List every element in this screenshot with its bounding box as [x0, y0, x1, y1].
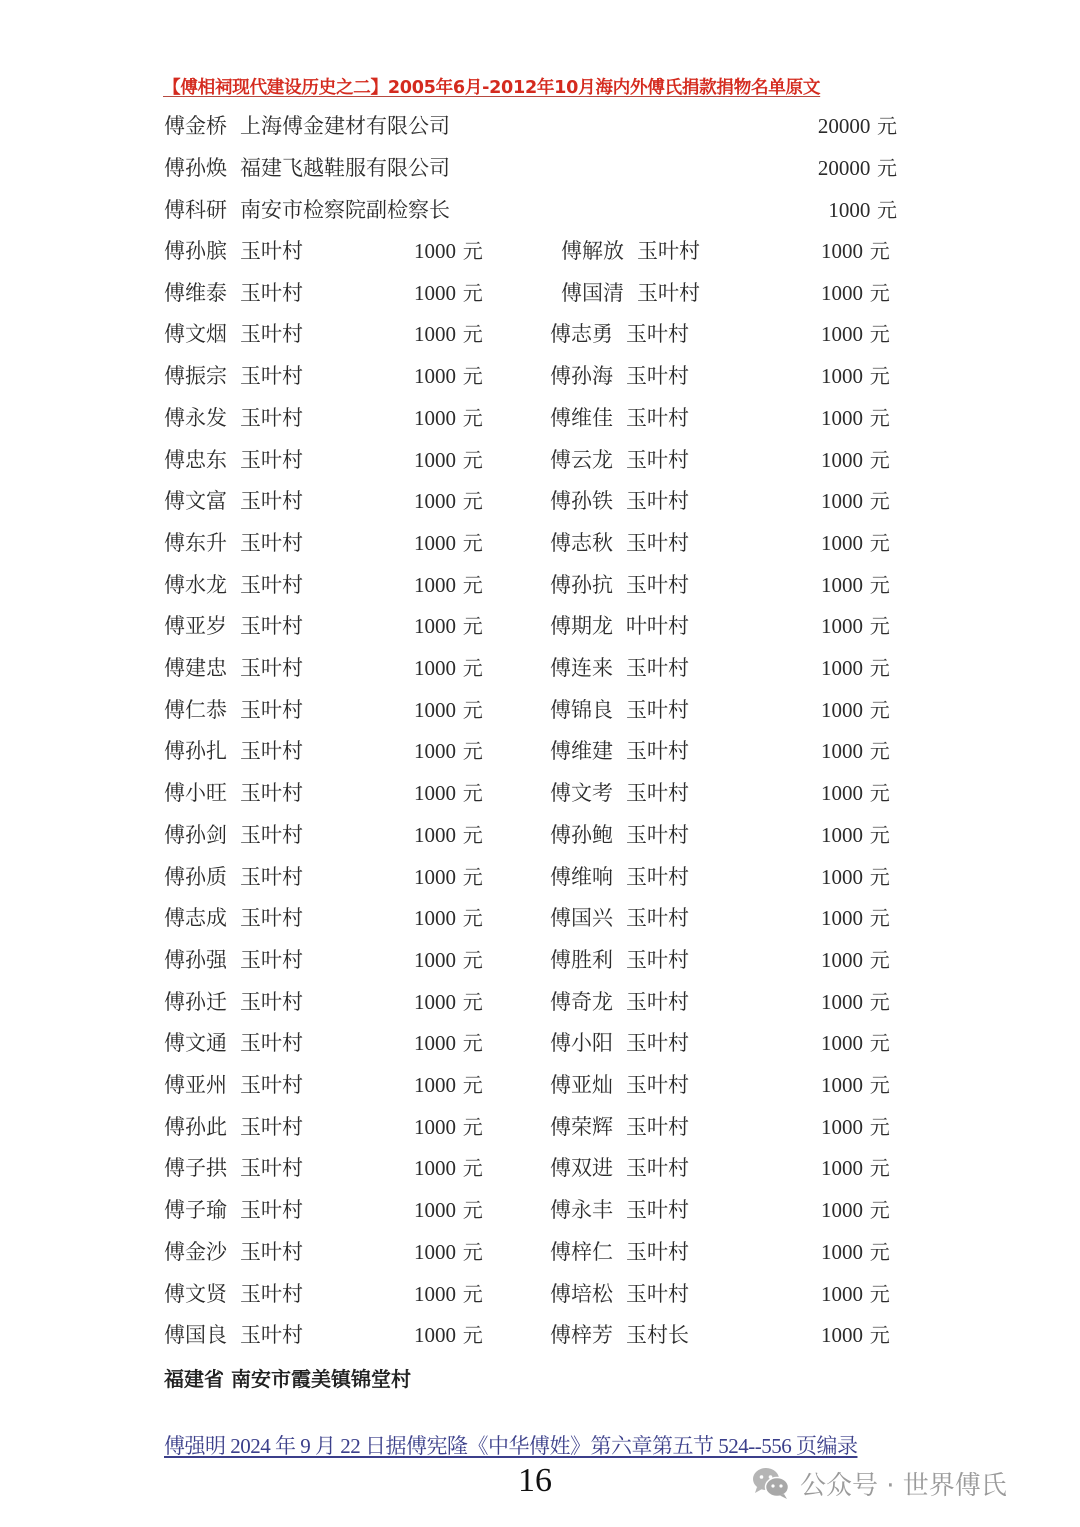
donor-village-right: 玉叶村: [626, 489, 689, 513]
donor-village-right: 玉叶村: [626, 823, 689, 847]
donor-pair-row: [0, 403, 1080, 433]
donation-amount-right: 1000 元: [821, 1282, 890, 1306]
donation-amount-right: 1000 元: [821, 281, 890, 305]
donor-name-left: 傅维泰: [164, 281, 227, 305]
watermark: [752, 1463, 1007, 1503]
donor-village-right: 叶叶村: [626, 614, 689, 638]
donor-village-left: 玉叶村: [240, 281, 303, 305]
donor-village-right: 玉叶村: [626, 1156, 689, 1180]
donation-amount-left: 1000 元: [414, 948, 483, 972]
donor-name-right: 傅连来: [550, 656, 613, 680]
donation-amount-right: 1000 元: [821, 1323, 890, 1347]
donor-name-left: 傅文通: [164, 1031, 227, 1055]
donation-amount-left: 1000 元: [414, 1073, 483, 1097]
donation-amount-left: 1000 元: [414, 281, 483, 305]
donation-amount-right: 1000 元: [821, 406, 890, 430]
donation-amount-left: 1000 元: [414, 823, 483, 847]
donor-pair-row: [0, 1153, 1080, 1183]
donor-name-right: 傅孙铁: [550, 489, 613, 513]
donor-name-left: 傅孙膑: [164, 239, 227, 263]
donor-village-left: 玉叶村: [240, 823, 303, 847]
donor-village-right: 玉叶村: [626, 1115, 689, 1139]
donor-village-left: 玉叶村: [240, 990, 303, 1014]
donor-village-left: 玉叶村: [240, 1156, 303, 1180]
donor-village-left: 玉叶村: [240, 1073, 303, 1097]
donation-amount-left: 1000 元: [414, 1240, 483, 1264]
donation-amount-left: 1000 元: [414, 906, 483, 930]
donor-village-right: 玉村长: [626, 1323, 689, 1347]
donor-village-right: 玉叶村: [626, 865, 689, 889]
donor-village-right: 玉叶村: [626, 656, 689, 680]
donor-name-right: 傅维佳: [550, 406, 613, 430]
donation-amount-left: 1000 元: [414, 990, 483, 1014]
donor-village-left: 玉叶村: [240, 614, 303, 638]
donor-name-right: 傅维建: [550, 739, 613, 763]
donation-amount-left: 1000 元: [414, 1115, 483, 1139]
donation-amount-left: 1000 元: [414, 865, 483, 889]
donor-village-left: 玉叶村: [240, 489, 303, 513]
donor-village-right: 玉叶村: [626, 781, 689, 805]
donor-name-right: 傅文考: [550, 781, 613, 805]
donor-village-left: 玉叶村: [240, 1282, 303, 1306]
donor-village-right: 玉叶村: [626, 1031, 689, 1055]
donor-pair-row: [0, 486, 1080, 516]
donor-village-right: 玉叶村: [626, 1198, 689, 1222]
donation-amount: 1000 元: [828, 198, 897, 222]
donor-name-right: 傅亚灿: [550, 1073, 613, 1097]
donor-village-right: 玉叶村: [626, 1240, 689, 1264]
donor-village-left: 玉叶村: [240, 573, 303, 597]
donation-amount-right: 1000 元: [821, 865, 890, 889]
donation-amount-right: 1000 元: [821, 656, 890, 680]
donor-name-right: 傅志勇: [550, 322, 613, 346]
donor-name: 傅科研: [164, 198, 227, 222]
donor-village-right: 玉叶村: [626, 573, 689, 597]
donor-name-left: 傅仁恭: [164, 698, 227, 722]
donor-name-right: 傅梓芳: [550, 1323, 613, 1347]
donor-village-left: 玉叶村: [240, 906, 303, 930]
donor-pair-row: [0, 1112, 1080, 1142]
donor-village-left: 玉叶村: [240, 1031, 303, 1055]
donor-affiliation: 南安市检察院副检察长: [240, 198, 450, 222]
donor-village-right: 玉叶村: [626, 698, 689, 722]
donor-pair-row: [0, 987, 1080, 1017]
donor-name-right: 傅维响: [550, 865, 613, 889]
donation-amount-right: 1000 元: [821, 573, 890, 597]
donor-village-left: 玉叶村: [240, 239, 303, 263]
donation-amount-right: 1000 元: [821, 948, 890, 972]
donor-pair-row: [0, 1028, 1080, 1058]
donation-amount-right: 1000 元: [821, 1073, 890, 1097]
donor-name-left: 傅振宗: [164, 364, 227, 388]
donor-name-left: 傅小旺: [164, 781, 227, 805]
donation-amount-left: 1000 元: [414, 698, 483, 722]
donor-village-right: 玉叶村: [637, 239, 700, 263]
donation-amount-right: 1000 元: [821, 1198, 890, 1222]
donor-village-left: 玉叶村: [240, 698, 303, 722]
donation-amount-right: 1000 元: [821, 1031, 890, 1055]
donor-affiliation: 福建飞越鞋服有限公司: [240, 156, 450, 180]
donor-village-left: 玉叶村: [240, 656, 303, 680]
donation-amount-left: 1000 元: [414, 322, 483, 346]
donor-name-left: 傅孙强: [164, 948, 227, 972]
donor-village-right: 玉叶村: [626, 1282, 689, 1306]
donor-pair-row: [0, 528, 1080, 558]
donation-amount: 20000 元: [817, 156, 897, 180]
donation-amount-right: 1000 元: [821, 364, 890, 388]
donor-village-right: 玉叶村: [626, 990, 689, 1014]
donation-amount-right: 1000 元: [821, 614, 890, 638]
donation-amount-left: 1000 元: [414, 573, 483, 597]
donation-amount-left: 1000 元: [414, 1031, 483, 1055]
donation-amount-left: 1000 元: [414, 1323, 483, 1347]
donor-name-left: 傅亚岁: [164, 614, 227, 638]
donor-pair-row: [0, 319, 1080, 349]
donor-name-right: 傅国清: [561, 281, 624, 305]
donation-amount-right: 1000 元: [821, 1115, 890, 1139]
donor-name-right: 傅孙抗: [550, 573, 613, 597]
donor-village-left: 玉叶村: [240, 406, 303, 430]
donor-name-right: 傅胜利: [550, 948, 613, 972]
donor-village-left: 玉叶村: [240, 1240, 303, 1264]
donor-name: 傅金桥: [164, 114, 227, 138]
donor-village-right: 玉叶村: [626, 364, 689, 388]
watermark-text: 公众号 · 世界傅氏: [800, 1470, 1007, 1501]
donor-village-right: 玉叶村: [626, 448, 689, 472]
donor-village-left: 玉叶村: [240, 448, 303, 472]
document-title: 【傅相祠现代建设历史之二】2005年6月-2012年10月海内外傅氏捐款捐物名单原文: [163, 78, 821, 98]
donor-name-left: 傅忠东: [164, 448, 227, 472]
donor-pair-row: [0, 1237, 1080, 1267]
donation-amount-right: 1000 元: [821, 489, 890, 513]
footer-source-link[interactable]: 傅强明 2024 年 9 月 22 日据傅宪隆《中华傅姓》第六章第五节 524--556 页编录: [164, 1434, 858, 1458]
donor-village-right: 玉叶村: [626, 739, 689, 763]
donor-row: [0, 195, 1080, 225]
donation-amount-left: 1000 元: [414, 656, 483, 680]
donor-name-right: 傅国兴: [550, 906, 613, 930]
donor-pair-row: [0, 361, 1080, 391]
donor-name-left: 傅孙质: [164, 865, 227, 889]
donor-name-right: 傅解放: [561, 239, 624, 263]
donor-pair-row: [0, 1279, 1080, 1309]
donor-name-right: 傅孙鲍: [550, 823, 613, 847]
donor-name-left: 傅志成: [164, 906, 227, 930]
donation-amount-left: 1000 元: [414, 1156, 483, 1180]
donor-name-right: 傅锦良: [550, 698, 613, 722]
donor-pair-row: [0, 736, 1080, 766]
donor-name-left: 傅孙剑: [164, 823, 227, 847]
donation-amount-left: 1000 元: [414, 781, 483, 805]
donation-amount-right: 1000 元: [821, 906, 890, 930]
donor-affiliation: 上海傅金建材有限公司: [240, 114, 450, 138]
donor-name-left: 傅永发: [164, 406, 227, 430]
donor-pair-row: [0, 820, 1080, 850]
donor-village-right: 玉叶村: [626, 948, 689, 972]
donation-amount-right: 1000 元: [821, 448, 890, 472]
donor-village-left: 玉叶村: [240, 1115, 303, 1139]
donation-amount-right: 1000 元: [821, 531, 890, 555]
donor-village-left: 玉叶村: [240, 1198, 303, 1222]
donation-amount-left: 1000 元: [414, 448, 483, 472]
donor-pair-row: [0, 945, 1080, 975]
donor-pair-row: [0, 862, 1080, 892]
donor-name-left: 傅孙迁: [164, 990, 227, 1014]
donor-name-right: 傅奇龙: [550, 990, 613, 1014]
donor-pair-row: [0, 445, 1080, 475]
donor-name-right: 傅孙海: [550, 364, 613, 388]
donor-name-right: 傅云龙: [550, 448, 613, 472]
donor-name-left: 傅子瑜: [164, 1198, 227, 1222]
donor-name-right: 傅梓仁: [550, 1240, 613, 1264]
donor-village-right: 玉叶村: [626, 406, 689, 430]
donor-name-right: 傅小阳: [550, 1031, 613, 1055]
donor-name-right: 傅永丰: [550, 1198, 613, 1222]
donor-pair-row: [0, 236, 1080, 266]
donation-amount-right: 1000 元: [821, 322, 890, 346]
donation-amount-left: 1000 元: [414, 489, 483, 513]
donor-pair-row: [0, 570, 1080, 600]
donation-amount-right: 1000 元: [821, 1240, 890, 1264]
donor-village-right: 玉叶村: [626, 322, 689, 346]
donor-village-left: 玉叶村: [240, 739, 303, 763]
donation-amount-left: 1000 元: [414, 364, 483, 388]
donor-name-left: 傅建忠: [164, 656, 227, 680]
page-number: 16: [518, 1462, 552, 1499]
donation-amount-right: 1000 元: [821, 990, 890, 1014]
donation-amount-right: 1000 元: [821, 739, 890, 763]
donation-amount: 20000 元: [817, 114, 897, 138]
donor-name-left: 傅孙此: [164, 1115, 227, 1139]
donor-name: 傅孙焕: [164, 156, 227, 180]
donation-amount-left: 1000 元: [414, 739, 483, 763]
donor-name-left: 傅国良: [164, 1323, 227, 1347]
donor-village-left: 玉叶村: [240, 322, 303, 346]
donation-amount-left: 1000 元: [414, 614, 483, 638]
donor-row: [0, 153, 1080, 183]
donor-name-left: 傅文富: [164, 489, 227, 513]
donor-village-right: 玉叶村: [637, 281, 700, 305]
donor-pair-row: [0, 611, 1080, 641]
donor-village-left: 玉叶村: [240, 1323, 303, 1347]
donation-amount-right: 1000 元: [821, 823, 890, 847]
donor-name-right: 傅志秋: [550, 531, 613, 555]
donor-pair-row: [0, 695, 1080, 725]
donor-pair-row: [0, 653, 1080, 683]
donor-name-left: 傅文烟: [164, 322, 227, 346]
donor-pair-row: [0, 1320, 1080, 1350]
donor-name-right: 傅双进: [550, 1156, 613, 1180]
donor-village-left: 玉叶村: [240, 781, 303, 805]
donor-village-left: 玉叶村: [240, 865, 303, 889]
donation-amount-left: 1000 元: [414, 1282, 483, 1306]
donor-row: [0, 111, 1080, 141]
donation-amount-right: 1000 元: [821, 1156, 890, 1180]
donor-name-left: 傅金沙: [164, 1240, 227, 1264]
donation-amount-right: 1000 元: [821, 698, 890, 722]
section-heading: 福建省 南安市霞美镇锦堂村: [164, 1367, 411, 1391]
donor-name-right: 傅培松: [550, 1282, 613, 1306]
donation-amount-left: 1000 元: [414, 406, 483, 430]
donor-name-left: 傅子拱: [164, 1156, 227, 1180]
donor-name-left: 傅水龙: [164, 573, 227, 597]
donation-amount-left: 1000 元: [414, 1198, 483, 1222]
donor-name-left: 傅东升: [164, 531, 227, 555]
donor-pair-row: [0, 903, 1080, 933]
donor-name-left: 傅亚州: [164, 1073, 227, 1097]
donor-village-left: 玉叶村: [240, 531, 303, 555]
donor-village-right: 玉叶村: [626, 906, 689, 930]
donor-village-right: 玉叶村: [626, 1073, 689, 1097]
donor-village-right: 玉叶村: [626, 531, 689, 555]
wechat-icon: [752, 1466, 790, 1500]
donor-pair-row: [0, 278, 1080, 308]
donation-amount-left: 1000 元: [414, 531, 483, 555]
donor-pair-row: [0, 1070, 1080, 1100]
donor-name-right: 傅荣辉: [550, 1115, 613, 1139]
donation-amount-right: 1000 元: [821, 239, 890, 263]
donation-amount-right: 1000 元: [821, 781, 890, 805]
donor-pair-row: [0, 778, 1080, 808]
donor-name-right: 傅期龙: [550, 614, 613, 638]
donor-name-left: 傅孙扎: [164, 739, 227, 763]
donor-name-left: 傅文贤: [164, 1282, 227, 1306]
donor-village-left: 玉叶村: [240, 364, 303, 388]
donation-amount-left: 1000 元: [414, 239, 483, 263]
donor-village-left: 玉叶村: [240, 948, 303, 972]
donor-pair-row: [0, 1195, 1080, 1225]
